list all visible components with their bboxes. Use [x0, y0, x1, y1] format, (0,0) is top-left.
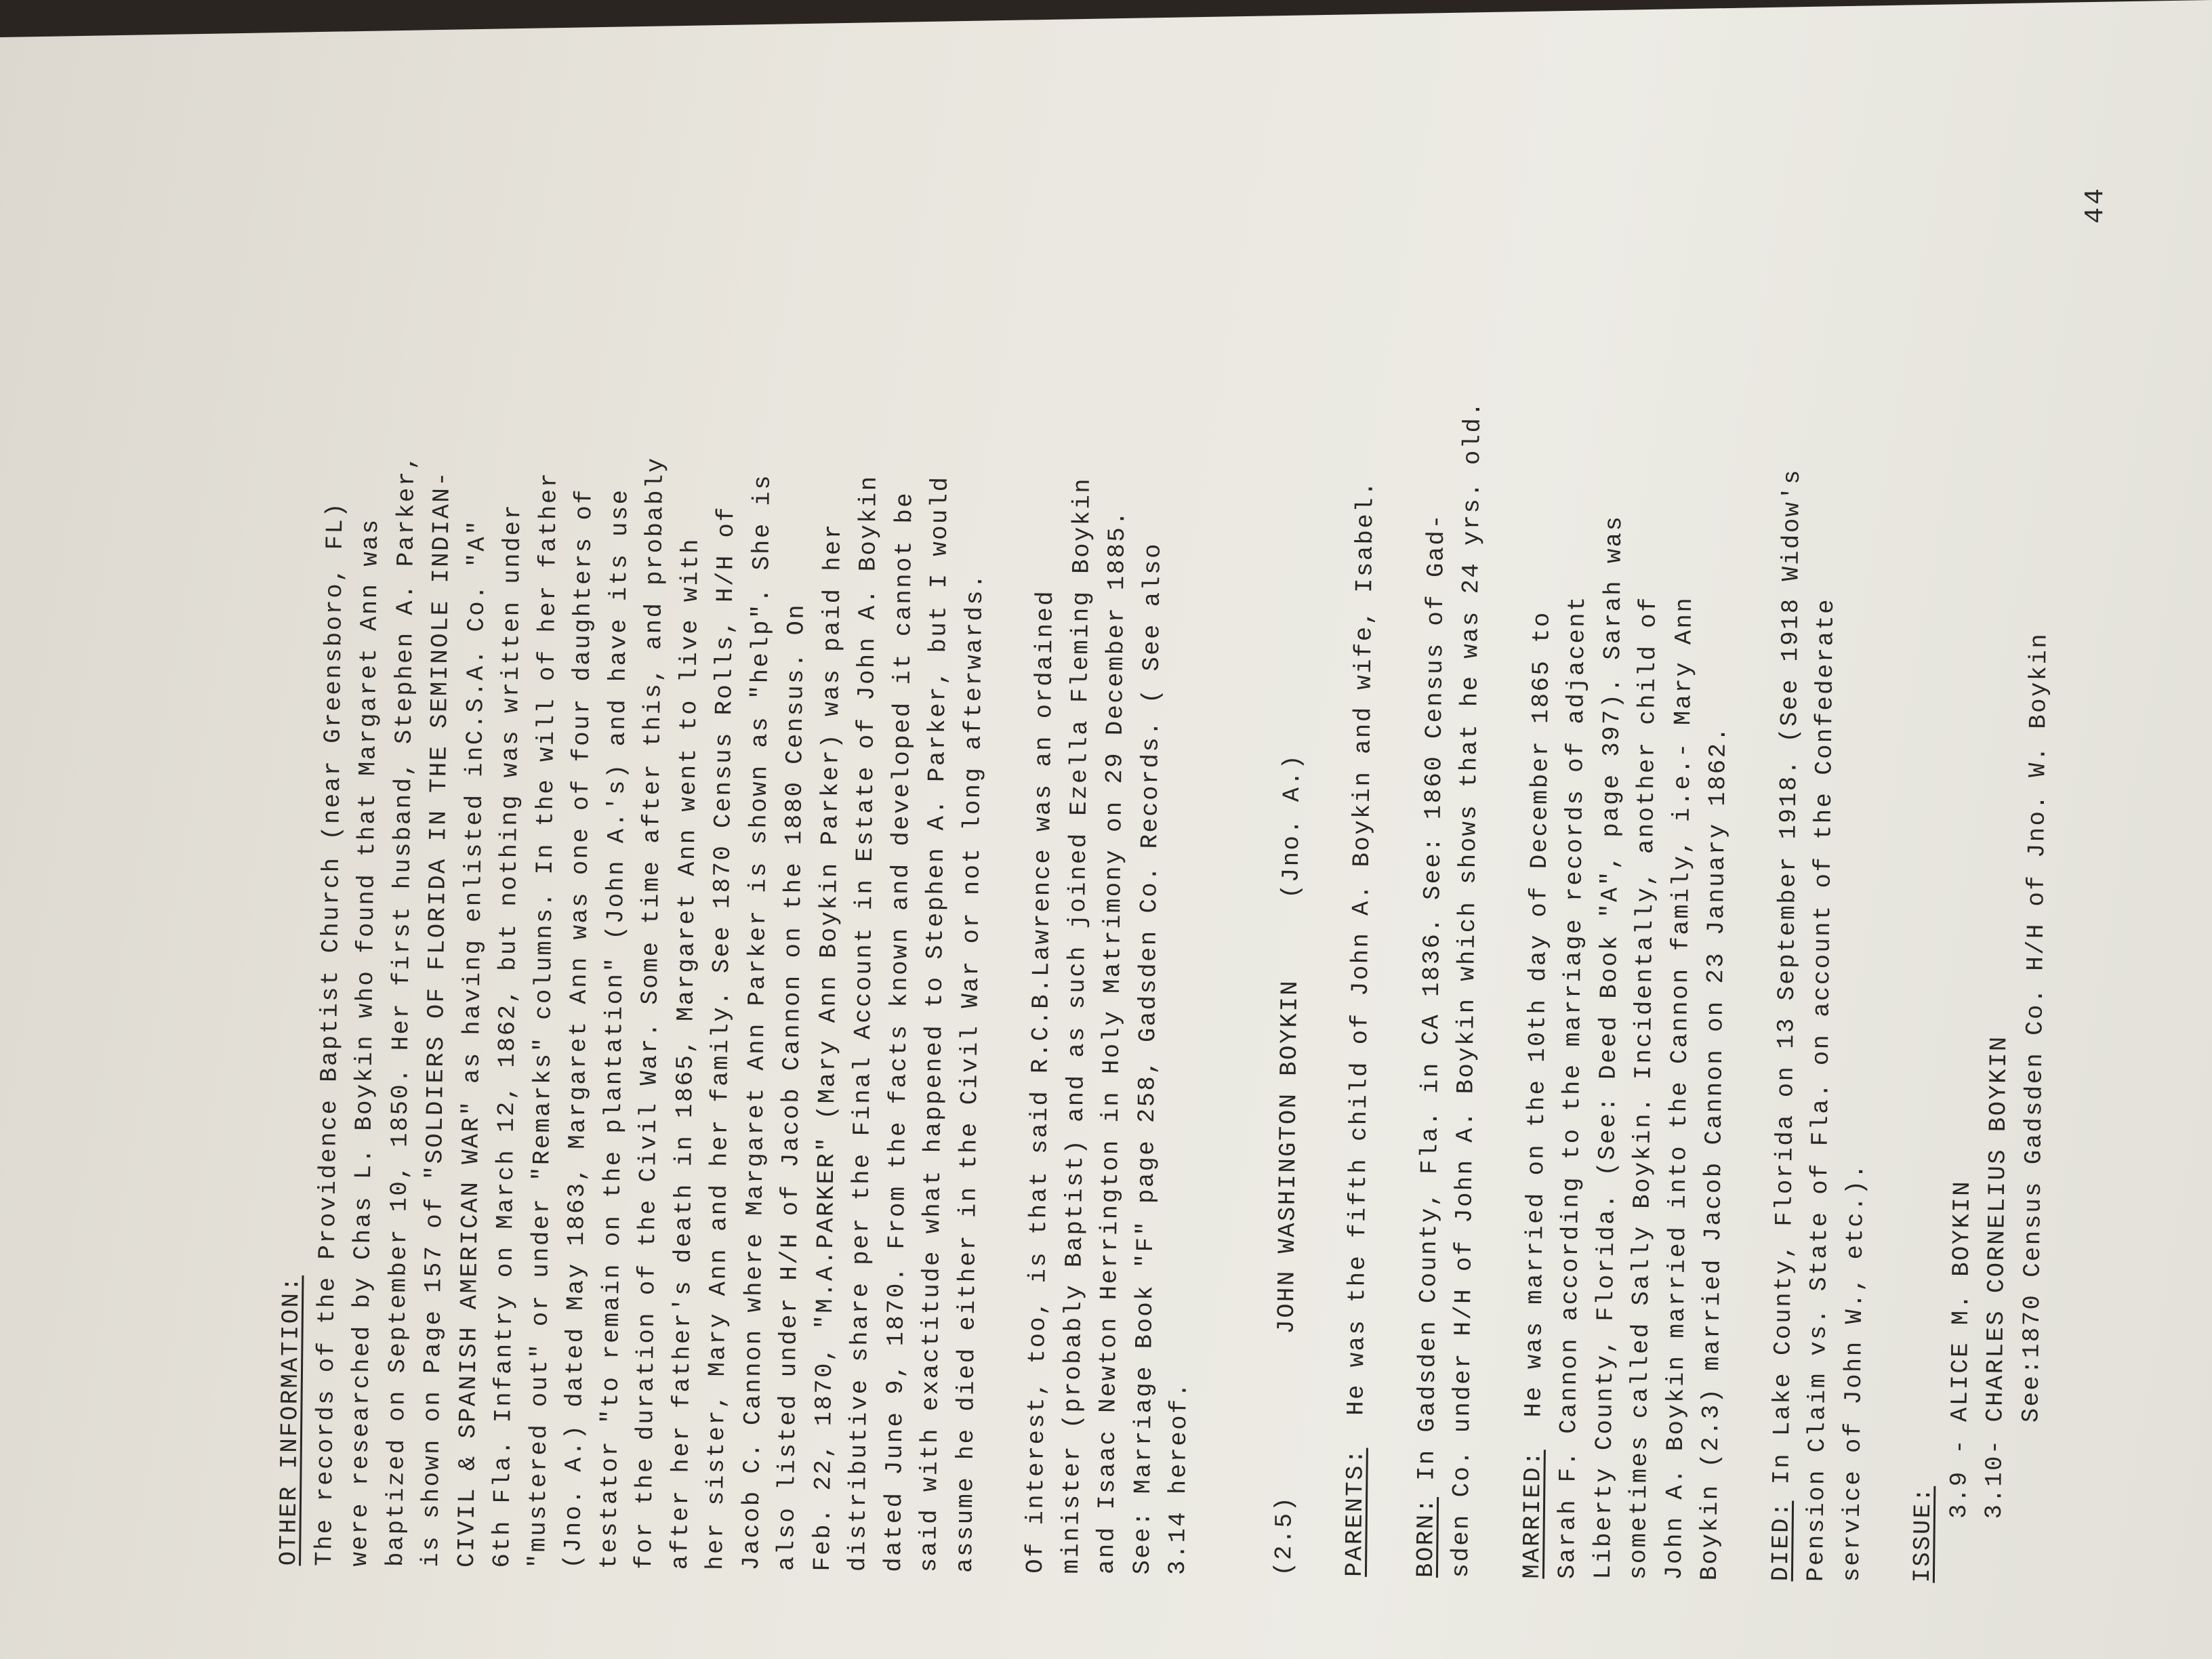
other-information-paragraph-2: [1018, 178, 1210, 1576]
paragraph-line: 3.14 hereof.: [1163, 1381, 1193, 1576]
person-abbrev: (Jno. A.): [1276, 753, 1307, 899]
married-line: Boykin (2.3) married Jacob Cannon on 23 January 1862.: [1695, 725, 1733, 1581]
married-line: Liberty County, Florida. (See: Deed Book "A", page 397). Sarah was: [1589, 514, 1628, 1580]
issue-item: 3.10- CHARLES CORNELIUS BOYKIN: [1980, 1035, 2013, 1519]
paragraph-line: 6th Fla. Infantry on March 12, 1862, but nothing was written under: [487, 503, 527, 1568]
person-title-section: [1266, 180, 1316, 1576]
married-section: [1514, 182, 1742, 1580]
paragraph-line: assume he died either in the Civil War or not long afterwards.: [950, 572, 989, 1573]
issue-section: [1905, 186, 2062, 1584]
paragraph-line: minister (probably Baptist) and as such joined Ezella Fleming Boykin: [1057, 476, 1097, 1574]
issue-label: ISSUE:: [1908, 1486, 1938, 1583]
paragraph-line: The records of the Providence Baptist Church (near Greensboro, FL): [310, 501, 349, 1567]
issue-item: See:1870 Census Gadsden Co. H/H of Jno. W. Boykin: [2016, 632, 2053, 1423]
paragraph-line: Jacob C. Cannon where Margaret Ann Parker is shown as "help". She is: [737, 473, 777, 1571]
paragraph-line: also listed under H/H of Jacob Cannon on the 1880 Census. On: [772, 602, 811, 1572]
married-line: John A. Boykin married into the Cannon family, i.e.- Mary Ann: [1660, 596, 1698, 1580]
died-line: Pension Claim vs. State of Fla. on account of the Confederate: [1801, 597, 1841, 1582]
other-information-paragraph-2-section: [1018, 178, 1210, 1576]
other-information-section: [271, 169, 998, 1573]
paragraph-line: distributive share per the Final Account in Estate of John A. Boykin: [843, 474, 883, 1572]
paragraph-line: after her father's death in 1865, Margaret Ann went to live with: [665, 537, 705, 1570]
married-first-text: He was married on the 10th day of December 1865 to: [1519, 611, 1556, 1418]
document-page: [271, 169, 2088, 1584]
parents-text: He was the fifth child of John A. Boykin and wife, Isabel.: [1342, 479, 1380, 1416]
parents-line: [1337, 181, 1387, 1577]
paragraph-line: for the duration of the Civil War. Some time after this, and probably: [630, 456, 670, 1570]
paragraph-line: baptized on September 10, 1850. Her first husband, Stephen A. Parker,: [381, 453, 421, 1568]
born-section: [1408, 182, 1494, 1578]
paragraph-line: Feb. 22, 1870, "M.A.PARKER" (Mary Ann Boykin Parker) was paid her: [808, 523, 847, 1572]
other-information-paragraph-1: [306, 170, 997, 1573]
person-number: (2.5): [1269, 1495, 1298, 1576]
married-line: sometimes called Sally Boykin. Incidentally, another child of: [1624, 595, 1663, 1580]
other-information-heading: OTHER INFORMATION:: [274, 1275, 306, 1566]
born-line: sden Co. under H/H of John A. Boykin which shows that he was 24 yrs. old.: [1446, 400, 1488, 1578]
married-label: MARRIED:: [1517, 1449, 1547, 1579]
paragraph-line: said with exactitude what happened to Stephen A. Parker, but I would: [914, 475, 954, 1573]
paragraph-line: CIVIL & SPANISH AMERICAN WAR" as having enlisted inC.S.A. Co. "A": [452, 518, 491, 1568]
page-number: 44: [2081, 185, 2111, 224]
born-first-text: In Gadsden County, Fla. in CA 1836. See: 1860 Census of Gad-: [1412, 512, 1450, 1481]
died-first-text: In Lake County, Florida on 13 September 1918. (See 1918 Widow's: [1767, 468, 1806, 1485]
paragraph-line: dated June 9, 1870. From the facts known and developed it cannot be: [879, 491, 919, 1572]
paragraph-line: her sister, Mary Ann and her family. See 1870 Census Rolls, H/H of: [701, 505, 741, 1571]
died-line: service of John W., etc.).: [1837, 1162, 1870, 1582]
person-name: JOHN WASHINGTON BOYKIN: [1272, 979, 1304, 1334]
paragraph-line: (Jno. A.) dated May 1863, Margaret Ann was one of four daughters of: [558, 487, 598, 1569]
died-label: DIED:: [1766, 1500, 1795, 1582]
married-line: Sarah F. Cannon according to the marriage records of adjacent: [1553, 594, 1592, 1580]
paragraph-line: Of interest, too, is that said R.C.B.Lawrence was an ordained: [1021, 589, 1060, 1574]
issue-item: 3.9 - ALICE M. BOYKIN: [1944, 1179, 1976, 1519]
parents-label: PARENTS:: [1340, 1448, 1370, 1577]
parents-section: [1337, 181, 1387, 1577]
paragraph-line: See: Marriage Book "F" page 258, Gadsden Co. Records. ( See also: [1128, 541, 1167, 1575]
paragraph-line: were researched by Chas L. Boykin who found that Margaret Ann was: [345, 518, 385, 1567]
paragraph-line: "mustered out" or under "Remarks" columns. In the will of her father: [523, 471, 563, 1569]
paragraph-line: testator "to remain on the plantation" (John A.'s) and have its use: [594, 488, 634, 1570]
paragraph-line: is shown on Page 157 of "SOLDIERS OF FLORIDA IN THE SEMINOLE INDIAN-: [416, 470, 456, 1568]
born-label: BORN:: [1411, 1496, 1440, 1578]
died-section: [1763, 185, 1884, 1582]
paragraph-line: and Isaac Newton Herrington in Holy Matrimony on 29 December 1885.: [1092, 509, 1132, 1575]
person-title: [1266, 180, 1316, 1576]
